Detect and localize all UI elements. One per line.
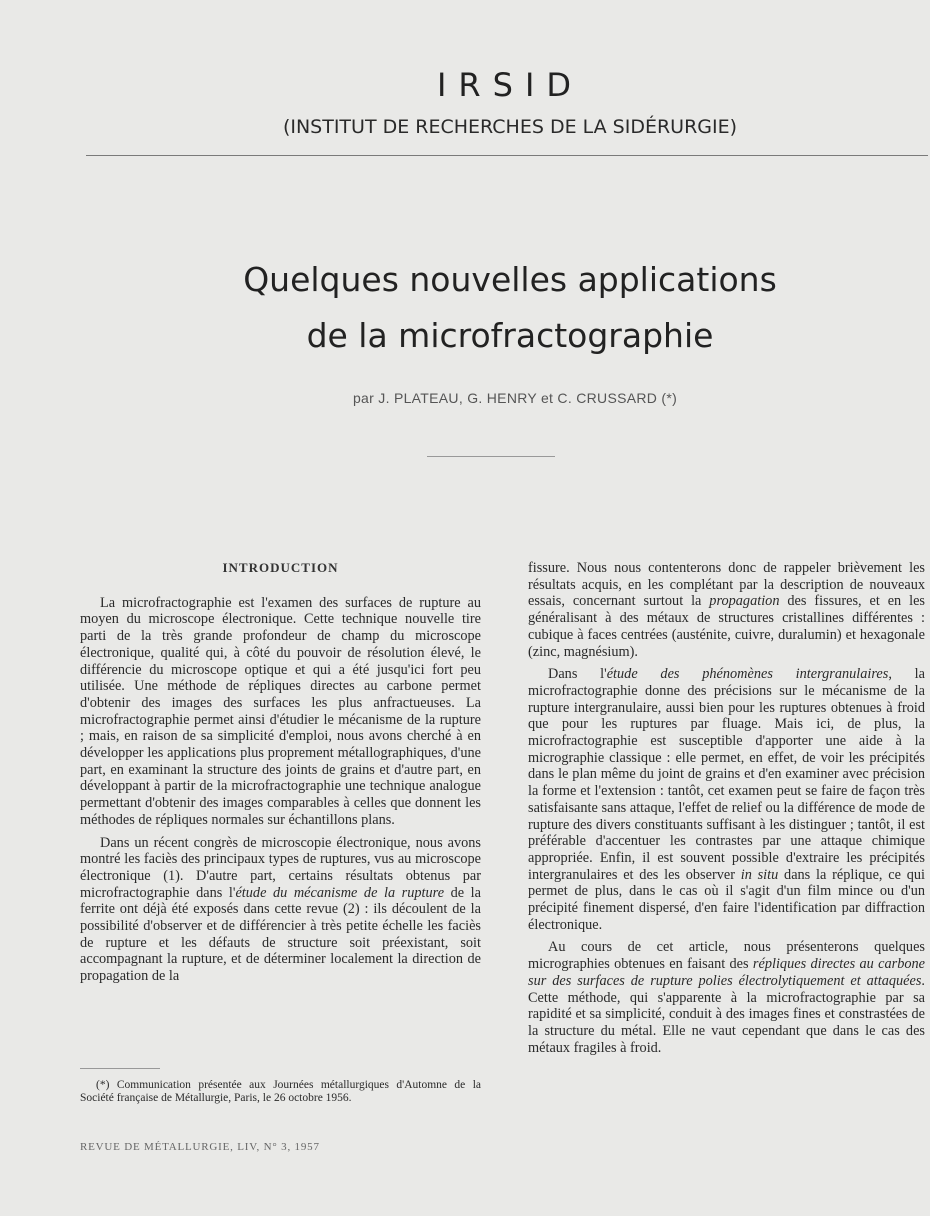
paragraph-4: Au cours de cet article, nous présenterons quelques micrographies obtenues en faisant des répliques directes au carbone sur des surfaces de rupture polies électrolytiquement et attaquées. Cette méthode, qui s'apparente à la microfractographie par sa rapidité et sa simplicité, conduit à des images fines et constrastées de la structure du métal. Elle ne vaut cependant que dans le cas des métaux fragiles à froid.: [528, 939, 925, 1056]
header-rule: [86, 155, 928, 156]
footnote: (*) Communication présentée aux Journées métallurgiques d'Automne de la Société française de Métallurgie, Paris, le 26 octobre 1956.: [80, 1079, 481, 1104]
left-column: [80, 560, 481, 991]
paragraph-2-continued: fissure. Nous nous contenterons donc de rappeler brièvement les résultats acquis, en les complétant par la description de nouveaux essais, concernant surtout la propagation des fissures, et en les généralisant à des métaux de structures cristallines différentes : cubique à faces centrées (austénite, cuivre, duralumin) et hexagonale (zinc, magnésium).: [528, 560, 925, 660]
footnote-rule: [80, 1068, 160, 1069]
paragraph-3: Dans l'étude des phénomènes intergranulaires, la microfractographie donne des précisions sur le mécanisme de la rupture intergranulaire, aussi bien pour les ruptures obtenues à froid que pour les ruptures par fluage. Mais ici, de plus, la microfractographie est susceptible d'apporter une aide à la micrographie classique : elle permet, en effet, de voir les précipités dans le plan même du joint de grains et d'en examiner avec précision la forme et l'extension : tantôt, cet examen peut se faire de façon très satisfaisante sans attaque, l'effet de relief ou la différence de mode de rupture des divers constituants suffisant à les distinguer ; tantôt, il est préférable d'accentuer les contrastes par une attaque chimique appropriée. Enfin, il est souvent possible d'extraire les précipités intergranulaires et des les observer in situ dans la réplique, ce qui permet de plus, dans le cas où il s'agit d'un film mince ou d'un précipité finement dispersé, d'en faire l'identification par diffraction électronique.: [528, 666, 925, 933]
section-heading: INTRODUCTION: [222, 560, 339, 575]
title-divider: [427, 456, 555, 457]
article-authors: par J. PLATEAU, G. HENRY et C. CRUSSARD (*): [352, 390, 678, 406]
org-full-name: (INSTITUT DE RECHERCHES DE LA SIDÉRURGIE): [282, 116, 738, 138]
article-title-line-1: Quelques nouvelles applications: [243, 260, 777, 299]
journal-running-foot: REVUE DE MÉTALLURGIE, LIV, N° 3, 1957: [80, 1141, 320, 1153]
article-title-line-2: de la microfractographie: [306, 316, 714, 355]
paragraph-1: La microfractographie est l'examen des surfaces de rupture au moyen du microscope électronique. Cette technique nouvelle tire parti de la très grande profondeur de champ du microscope électronique, qualité qui, à côté du pouvoir de résolution élevé, le différencie du microscope optique et qui a été jusqu'ici fort peu utilisée. Une méthode de répliques directes au carbone permet d'obtenir des images des surfaces les plus anfractueuses. La microfractographie permet ainsi d'étudier le mécanisme de la rupture ; mais, en raison de sa simplicité d'emploi, nous avons cherché à en développer les applications plus proprement métallographiques, d'une part, en examinant la structure des joints de grains et d'autre part, en développant à partir de la microfractographie une technique analogue permettant d'obtenir des images comparables à celles que donnent les méthodes de répliques normales sur échantillons plans.: [80, 594, 481, 828]
paragraph-2: Dans un récent congrès de microscopie électronique, nous avons montré les faciès des principaux types de ruptures, vus au microscope électronique (1). D'autre part, certains résultats obtenus par microfractographie dans l'étude du mécanisme de la rupture de la ferrite ont déjà été exposés dans cette revue (2) : ils découlent de la possibilité d'observer et de différencier à très petite échelle les faciès de rupture et les défauts de structure soit préexistant, soit accompagnant la rupture, et de déterminer localement la direction de propagation de la: [80, 834, 481, 985]
right-column: [528, 560, 925, 1062]
org-acronym: IRSID: [436, 66, 584, 104]
